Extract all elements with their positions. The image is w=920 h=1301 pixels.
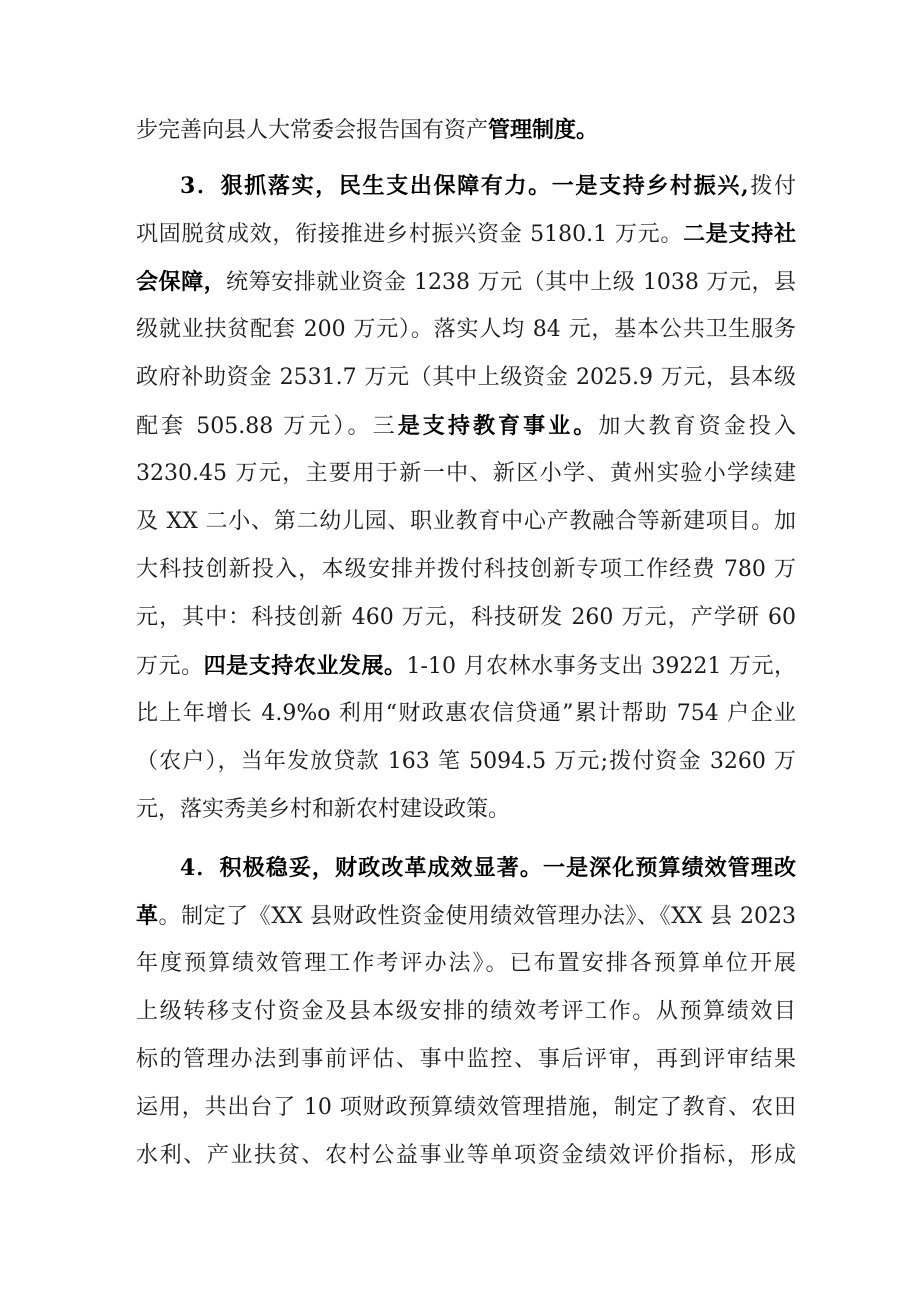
text-run: 1-10 月农林水事务支出 39221 万元， (406, 654, 796, 679)
text-line (136, 594, 796, 642)
text-run: 巩固脱贫成效，衔接推进乡村振兴资金 5180.1 万元。 (136, 222, 684, 247)
text-line (136, 402, 796, 450)
text-line (136, 546, 796, 594)
text-line (136, 988, 796, 1036)
text-line (136, 786, 796, 834)
text-line (136, 1132, 796, 1180)
paragraph-3-first-line (180, 162, 796, 210)
text-run-bold: 管理制度。 (488, 117, 599, 143)
paragraph-4-first-line (180, 844, 796, 892)
text-run: 大科技创新投入，本级安排并拨付科技创新专项工作经费 780 万 (136, 557, 796, 582)
text-run-bold: 是支持教育事业。 (397, 413, 599, 439)
text-run: 年度预算绩效管理工作考评办法》。已布置安排各预算单位开展 (136, 951, 796, 976)
text-line (136, 1036, 796, 1084)
text-run: 元，落实秀美乡村和新农村建设政策。 (136, 797, 511, 822)
text-run: 水利、产业扶贫、农村公益事业等单项资金绩效评价指标，形成 (136, 1143, 796, 1168)
text-run: 统筹安排就业资金 1238 万元（其中上级 1038 万元，县 (226, 270, 796, 295)
text-run-bold: 会保障， (136, 269, 227, 295)
text-run: 配套 505.88 万元）。三 (136, 414, 398, 439)
text-run: 运用，共出台了 10 项财政预算绩效管理措施，制定了教育、农田 (136, 1095, 796, 1120)
text-run: 拨付 (748, 174, 796, 199)
text-run: （农户），当年发放贷款 163 笔 5094.5 万元;拨付资金 3260 万 (136, 749, 796, 774)
text-line (136, 642, 796, 690)
text-line (136, 1084, 796, 1132)
text-run: 元，其中：科技创新 460 万元，科技研发 260 万元，产学研 60 (136, 605, 796, 630)
text-line (136, 258, 796, 306)
text-run: 政府补助资金 2531.7 万元（其中上级资金 2025.9 万元，县本级 (136, 365, 796, 390)
text-line (136, 450, 796, 498)
text-line (136, 354, 796, 402)
text-run-bold: 二是支持社 (683, 221, 796, 247)
text-line (136, 498, 796, 546)
text-line (136, 306, 796, 354)
text-run: 万元。 (136, 654, 204, 679)
text-line (136, 738, 796, 786)
text-run: 及 XX 二小、第二幼儿园、职业教育中心产教融合等新建项目。加 (136, 509, 796, 534)
section-heading-3: 3．狠抓落实，民生支出保障有力。一是支持乡村振兴, (180, 173, 749, 199)
text-run: 。制定了《XX 县财政性资金使用绩效管理办法》、《XX 县 2023 (158, 904, 796, 929)
text-run: 比上年增长 4.9%o 利用“财政惠农信贷通”累计帮助 754 户企业 (136, 701, 796, 726)
text-run: 级就业扶贫配套 200 万元）。落实人均 84 元，基本公共卫生服务 (136, 317, 796, 342)
text-run-bold: 四是支持农业发展。 (203, 653, 407, 679)
text-line (136, 106, 796, 154)
text-run: 步完善向县人大常委会报告国有资产 (136, 118, 489, 143)
text-line (136, 940, 796, 988)
text-line (136, 892, 796, 940)
text-run-bold: 革 (136, 903, 159, 929)
text-run: 加大教育资金投入 (598, 414, 796, 439)
text-run: 3230.45 万元，主要用于新一中、新区小学、黄州实验小学续建 (136, 461, 796, 486)
text-line (136, 690, 796, 738)
text-run: 上级转移支付资金及县本级安排的绩效考评工作。从预算绩效目 (136, 999, 796, 1024)
section-heading-4: 4．积极稳妥，财政改革成效显著。一是深化预算绩效管理改 (180, 855, 796, 881)
text-line (136, 210, 796, 258)
text-run: 标的管理办法到事前评估、事中监控、事后评审，再到评审结果 (136, 1047, 796, 1072)
